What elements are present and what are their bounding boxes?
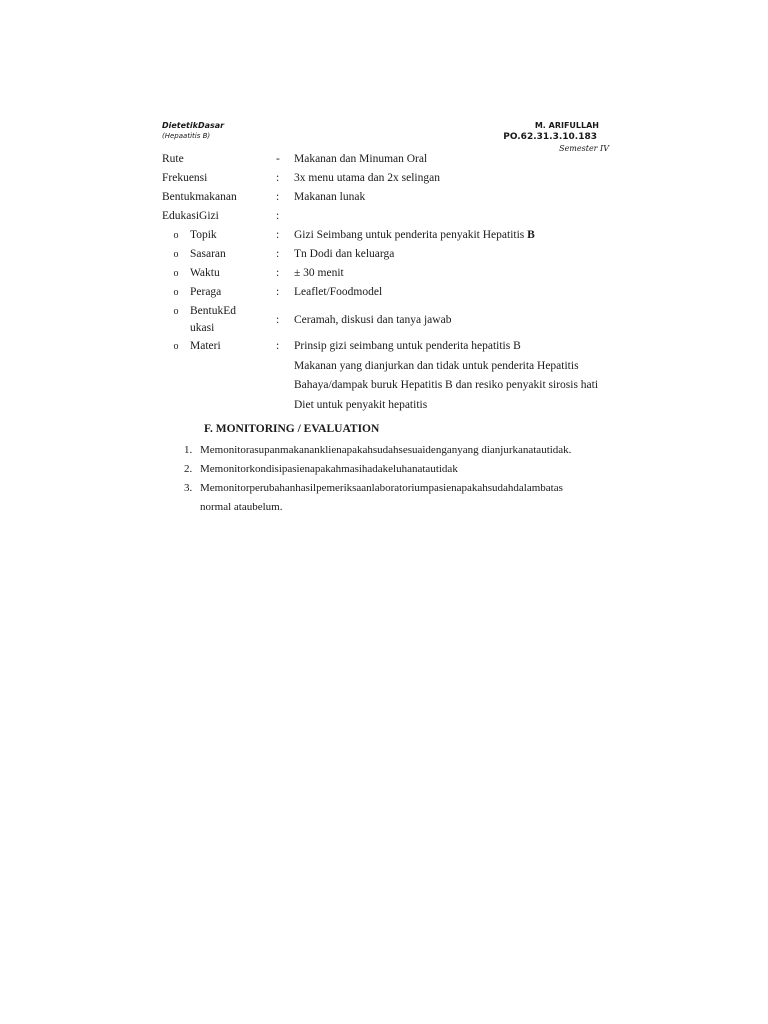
student-name: M. ARIFULLAH	[534, 121, 599, 130]
materi-line: Prinsip gizi seimbang untuk penderita hepatitis B	[294, 340, 521, 352]
list-item	[162, 264, 612, 283]
diet-plan-table	[162, 150, 612, 415]
table-row	[162, 150, 612, 169]
row-label: Bentukmakanan	[162, 191, 237, 203]
list-item	[184, 460, 604, 479]
item-label: Waktu	[190, 267, 220, 279]
monitoring-list	[184, 441, 604, 517]
row-value: 3x menu utama dan 2x selingan	[294, 172, 440, 184]
item-value: Tn Dodi dan keluarga	[294, 248, 395, 260]
semester: Semester IV	[559, 144, 609, 153]
row-value: Makanan lunak	[294, 191, 366, 203]
materi-line: Diet untuk penyakit hepatitis	[294, 398, 428, 411]
list-item	[162, 283, 612, 302]
item-label	[190, 302, 276, 337]
row-separator: :	[276, 191, 280, 203]
item-label: Materi	[190, 340, 221, 352]
label-line: BentukEd	[190, 305, 236, 317]
row-separator: -	[276, 153, 280, 165]
item-separator: :	[276, 286, 280, 298]
item-text: Memonitorkondisipasienapakahmasihadakeluhanatautidak	[200, 463, 458, 475]
table-row	[162, 188, 612, 207]
list-item	[184, 479, 604, 498]
topic-emphasis: B	[527, 229, 535, 241]
item-separator: :	[276, 248, 280, 260]
item-label: Peraga	[190, 286, 222, 298]
header-left	[162, 120, 224, 142]
course-subtitle: (Hepaatitis B)	[162, 132, 211, 140]
row-label: EdukasiGizi	[162, 210, 219, 222]
item-separator: :	[276, 340, 280, 352]
materi-list	[294, 337, 612, 415]
item-separator: :	[276, 314, 280, 326]
item-number: 1.	[184, 444, 193, 456]
list-item	[162, 302, 612, 337]
materi-line: Bahaya/dampak buruk Hepatitis B dan resiko penyakit sirosis hati	[294, 379, 599, 391]
item-value	[294, 226, 612, 245]
item-label: Topik	[190, 229, 217, 241]
header-right	[503, 120, 609, 154]
item-value: ± 30 menit	[294, 267, 344, 279]
item-text: Memonitorperubahanhasilpemeriksaanlaboratoriumpasienapakahsudahdalambatas	[200, 482, 563, 494]
section-heading: F. MONITORING / EVALUATION	[204, 423, 380, 435]
list-item	[162, 245, 612, 264]
item-separator: :	[276, 267, 280, 279]
label-line: ukasi	[190, 322, 215, 334]
bullet-icon: o	[173, 341, 179, 352]
item-value: Leaflet/Foodmodel	[294, 286, 383, 298]
course-title: DietetikDasar	[162, 121, 225, 130]
list-item	[162, 226, 612, 245]
materi-line: Makanan yang dianjurkan dan tidak untuk penderita Hepatitis	[294, 359, 579, 372]
item-number: 3.	[184, 482, 193, 494]
list-item	[184, 441, 604, 460]
bullet-icon: o	[173, 230, 179, 241]
row-separator: :	[276, 210, 280, 222]
table-row	[162, 207, 612, 226]
row-label: Rute	[162, 153, 184, 165]
bullet-icon: o	[173, 268, 179, 279]
item-value: Ceramah, diskusi dan tanya jawab	[294, 314, 452, 326]
item-separator: :	[276, 229, 280, 241]
topic-text: Gizi Seimbang untuk penderita penyakit Hepatitis B	[294, 229, 535, 241]
bullet-icon: o	[173, 306, 179, 317]
row-label: Frekuensi	[162, 172, 208, 184]
bullet-icon: o	[173, 249, 179, 260]
row-separator: :	[276, 172, 280, 184]
table-row	[162, 169, 612, 188]
item-text-continuation: normal ataubelum.	[200, 501, 283, 513]
item-label: Sasaran	[190, 248, 226, 260]
bullet-icon: o	[173, 287, 179, 298]
student-id: PO.62.31.3.10.183	[503, 132, 597, 142]
item-text: Memonitorasupanmakananklienapakahsudahsesuaidenganyang dianjurkanatautidak.	[200, 444, 572, 456]
list-item	[162, 337, 612, 415]
row-value: Makanan dan Minuman Oral	[294, 153, 428, 165]
item-number: 2.	[184, 463, 193, 475]
